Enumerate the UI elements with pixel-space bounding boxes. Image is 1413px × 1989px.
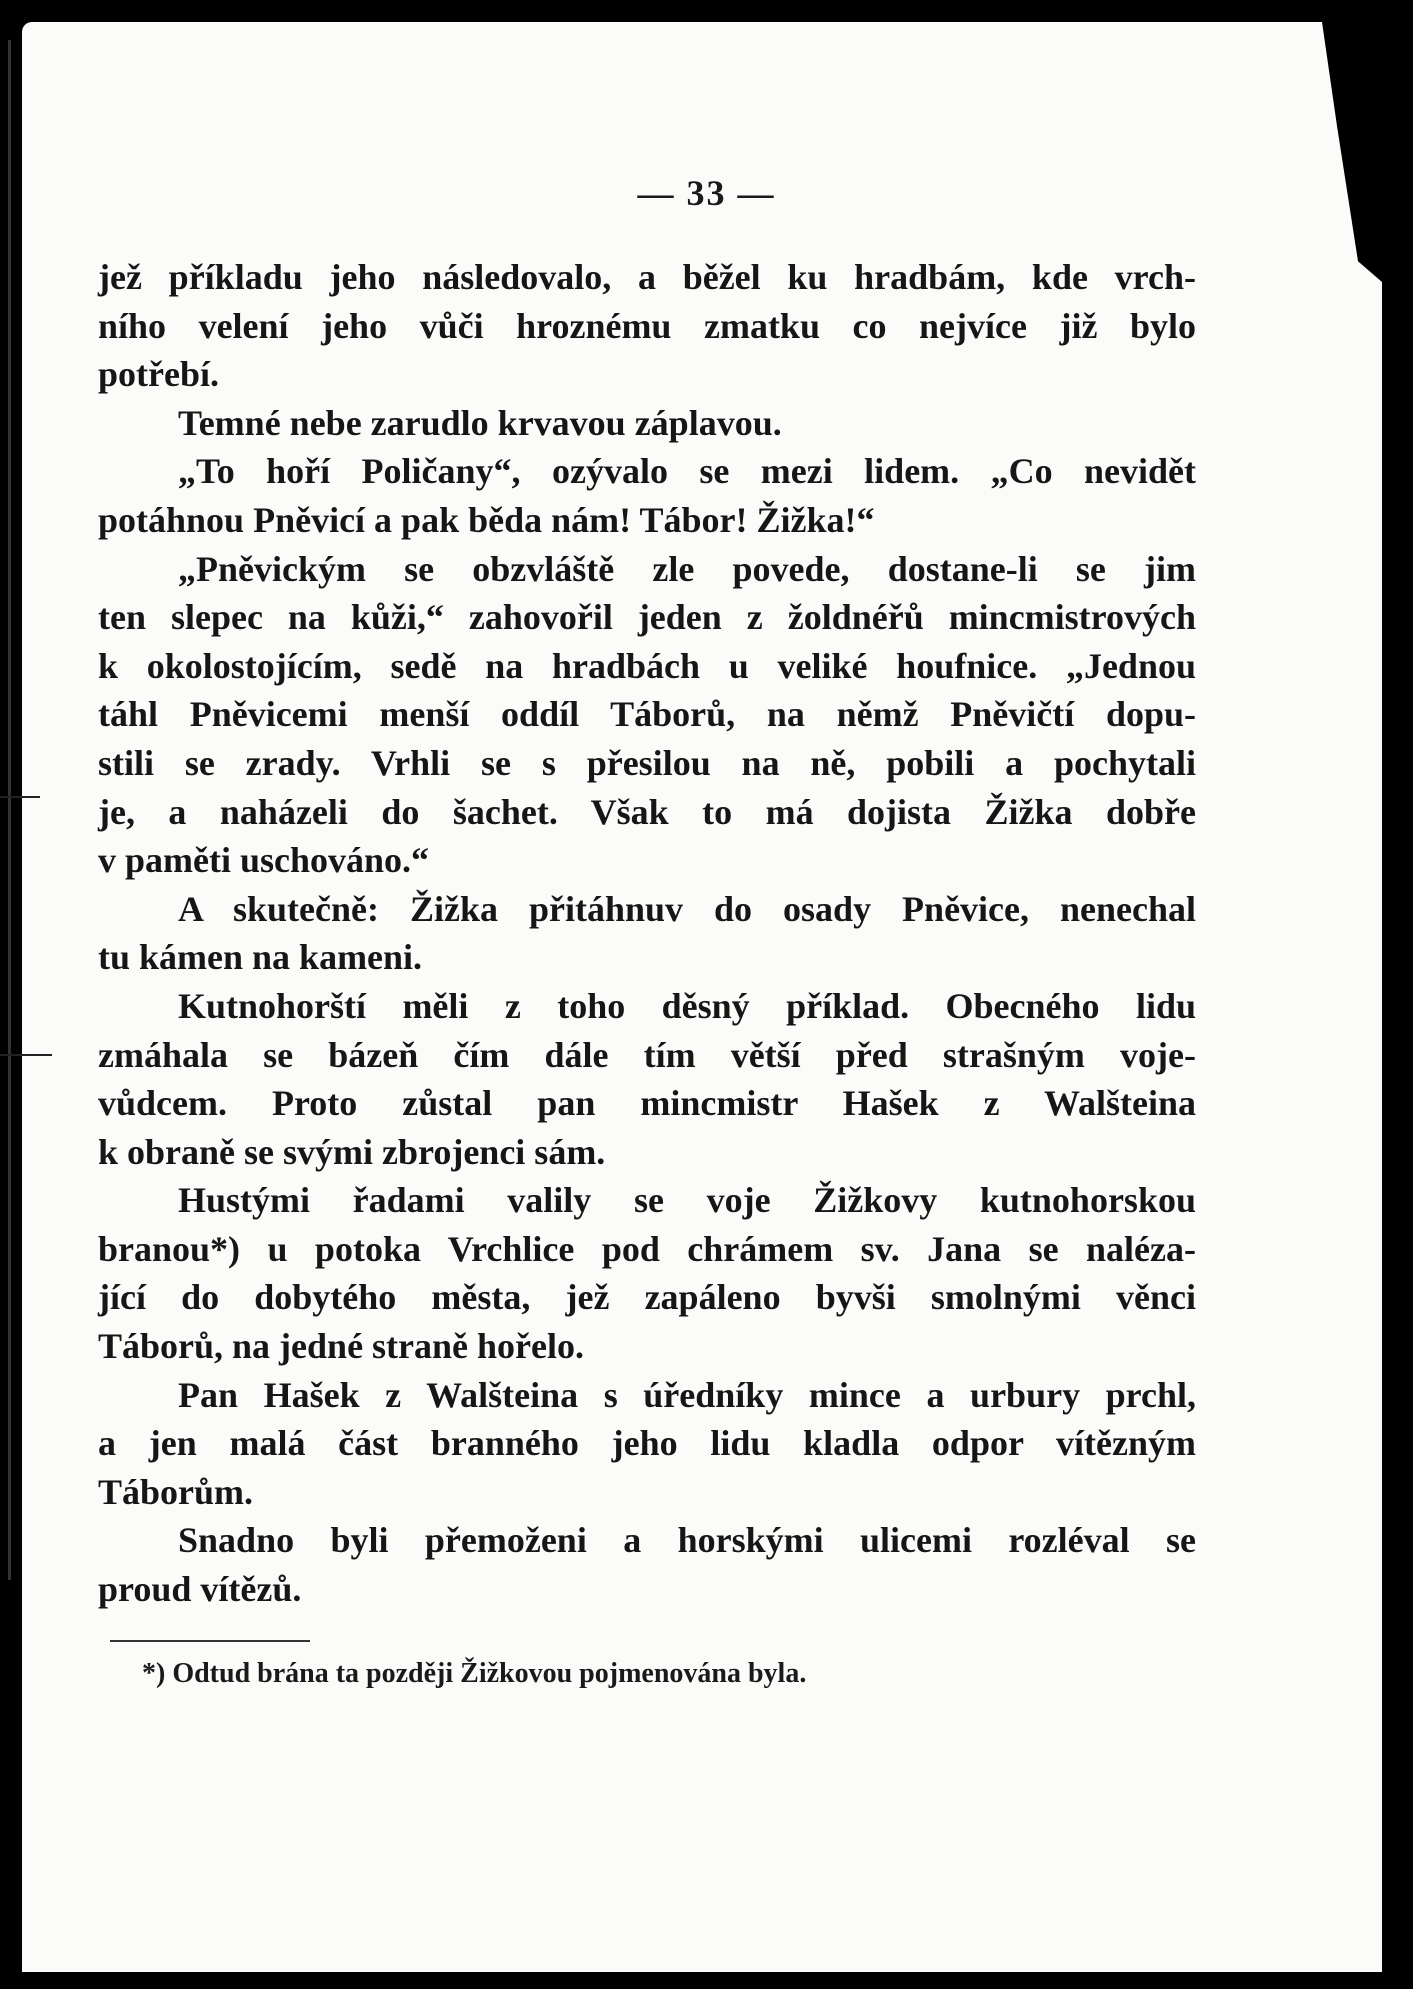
paragraph [98, 1176, 1196, 1370]
text-line: jež příkladu jeho následovalo, a běžel ku hradbám, kde vrch- [98, 257, 1196, 297]
paragraph [98, 885, 1196, 982]
paragraph [98, 982, 1196, 1176]
text-line: stili se zrady. Vrhli se s přesilou na ně, pobili a pochytali [98, 742, 1196, 783]
text-line: táhl Pněvicemi menší oddíl Táborů, na němž Pněvičtí dopu- [98, 694, 1196, 735]
text-line: A skutečně: Žižka přitáhnuv do osady Pněvice, nenechal [178, 888, 1196, 929]
paragraph [98, 1516, 1196, 1613]
text-line: Hustými řadami valily se voje Žižkovy kutnohorskou [178, 1180, 1196, 1221]
text-line: v paměti uschováno.“ [98, 840, 430, 881]
paragraph [98, 545, 1196, 885]
text-line: „Pněvickým se obzvláště zle povede, dostane-li se jim [178, 548, 1196, 589]
text-line: proud vítězů. [98, 1569, 302, 1610]
text-line: ten slepec na kůži,“ zahovořil jeden z žoldnéřů mincmistrových [98, 597, 1196, 638]
margin-mark [0, 796, 40, 798]
text-line: Temné nebe zarudlo krvavou záplavou. [178, 402, 782, 443]
margin-mark [0, 1054, 52, 1056]
text-line: Snadno byli přemoženi a horskými ulicemi rozléval se [178, 1520, 1196, 1561]
text-line: k okolostojícím, sedě na hradbách u veliké houfnice. „Jednou [98, 645, 1196, 686]
page-number: — 33 — [637, 173, 776, 213]
body-text [98, 253, 1196, 1614]
page-corner-fold [1322, 22, 1382, 282]
paragraph [98, 1371, 1196, 1517]
text-line: a jen malá část branného jeho lidu kladla odpor vítězným [98, 1423, 1196, 1464]
text-line: branou*) u potoka Vrchlice pod chrámem sv. Jana se naléza- [98, 1228, 1196, 1269]
text-line: „To hoří Poličany“, ozývalo se mezi lidem. „Co nevidět [178, 451, 1196, 492]
paragraph [98, 447, 1196, 544]
text-line: potřebí. [98, 354, 219, 395]
paragraph [98, 253, 1196, 399]
text-line: je, a naházeli do šachet. Však to má dojista Žižka dobře [98, 791, 1196, 832]
binding-edge [8, 40, 11, 1580]
text-line: Táborů, na jedné straně hořelo. [98, 1326, 584, 1367]
text-line: Táborům. [98, 1471, 254, 1512]
text-line: Kutnohorští měli z toho děsný příklad. Obecného lidu [178, 985, 1196, 1026]
text-line: potáhnou Pněvicí a pak běda nám! Tábor! Žižka!“ [98, 499, 875, 540]
footnote: *) Odtud brána ta později Žižkovou pojmenována byla. [142, 1658, 807, 1689]
text-line: vůdcem. Proto zůstal pan mincmistr Hašek z Walšteina [98, 1083, 1196, 1124]
text-line: jící do dobytého města, jež zapáleno byvši smolnými věnci [98, 1277, 1196, 1318]
text-line: ního velení jeho vůči hroznému zmatku co nejvíce již bylo [98, 305, 1196, 346]
text-line: k obraně se svými zbrojenci sám. [98, 1131, 606, 1172]
footnote-divider [110, 1640, 310, 1642]
text-line: zmáhala se bázeň čím dále tím větší před strašným voje- [98, 1034, 1196, 1075]
paragraph [98, 399, 1196, 448]
text-line: Pan Hašek z Walšteina s úředníky mince a urbury prchl, [178, 1374, 1196, 1415]
text-line: tu kámen na kameni. [98, 937, 423, 978]
